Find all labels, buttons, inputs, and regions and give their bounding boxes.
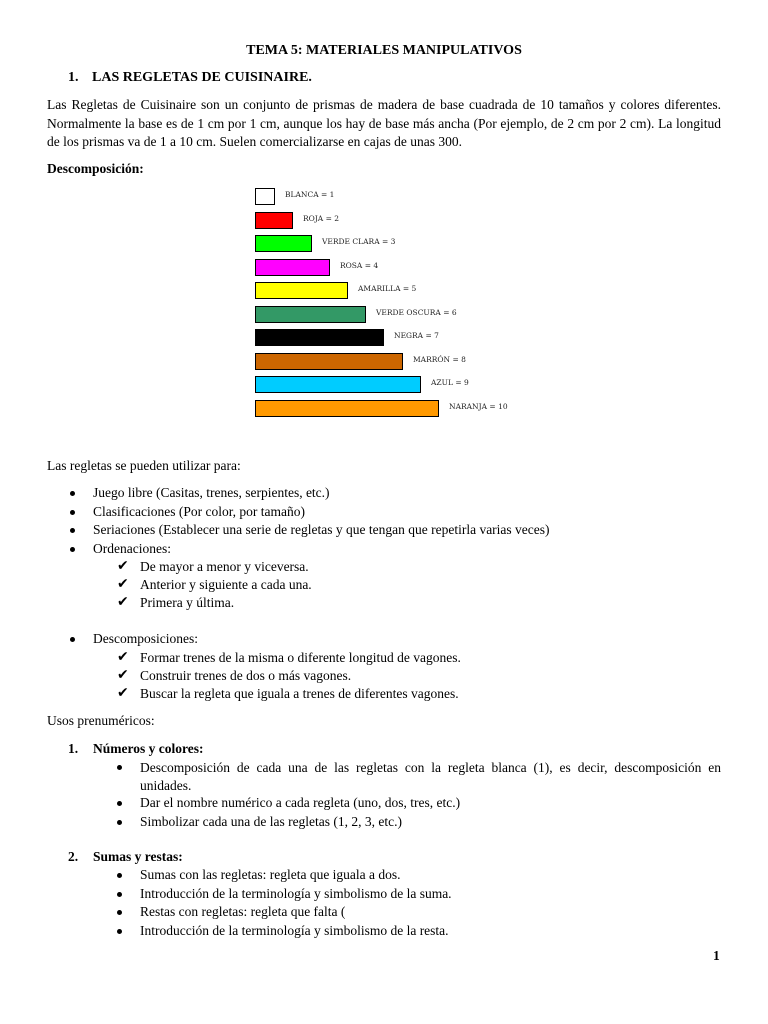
list-item: Restas con regletas: regleta que falta ( bbox=[140, 904, 346, 919]
rod-bar bbox=[255, 188, 275, 205]
bullet-icon bbox=[70, 547, 75, 552]
rod-label: AZUL = 9 bbox=[431, 378, 469, 387]
list-item: Construir trenes de dos o más vagones. bbox=[140, 668, 352, 683]
list-item: Descomposiciones: bbox=[93, 631, 198, 646]
list-item: Formar trenes de la misma o diferente longitud de vagones. bbox=[140, 650, 461, 665]
bullet-icon bbox=[117, 929, 122, 934]
bullet-icon bbox=[117, 765, 122, 770]
section-heading-regletas bbox=[68, 70, 312, 86]
list-item: Anterior y siguiente a cada una. bbox=[140, 577, 312, 592]
bullet-icon bbox=[70, 637, 75, 642]
rod-label: NEGRA = 7 bbox=[394, 331, 439, 340]
check-icon: ✔ bbox=[117, 685, 129, 701]
rod-label: VERDE OSCURA = 6 bbox=[376, 308, 457, 317]
intro-paragraph: Las Regletas de Cuisinaire son un conjunto de prismas de madera de base cuadrada de 10 tamaños y colores diferentes. Normalmente la base es de 1 cm por 1 cm, aunque los hay de base más ancha (Por ejemplo, de 2 cm por 2 cm). La longitud de los prismas va de 1 a 10 cm. Suelen comercializarse en cajas de unas 300. bbox=[47, 97, 721, 149]
numbers-colors-heading: Números y colores: bbox=[93, 741, 204, 756]
prenumeric-heading: Usos prenuméricos: bbox=[47, 713, 155, 728]
list-item: Primera y última. bbox=[140, 595, 235, 610]
check-icon: ✔ bbox=[117, 649, 129, 665]
bullet-icon bbox=[117, 820, 122, 825]
bullet-icon bbox=[117, 910, 122, 915]
list-item: Sumas con las regletas: regleta que iguala a dos. bbox=[140, 867, 401, 882]
bullet-icon bbox=[70, 510, 75, 515]
section-number: 1. bbox=[68, 741, 79, 756]
rod-label: NARANJA = 10 bbox=[449, 402, 508, 411]
list-item: Buscar la regleta que iguala a trenes de diferentes vagones. bbox=[140, 686, 459, 701]
list-item: Introducción de la terminología y simbolismo de la suma. bbox=[140, 886, 452, 901]
check-icon: ✔ bbox=[117, 558, 129, 574]
bullet-icon bbox=[70, 491, 75, 496]
rod-bar bbox=[255, 282, 348, 299]
rod-label: ROSA = 4 bbox=[340, 261, 379, 270]
rod-bar bbox=[255, 400, 439, 417]
list-item: De mayor a menor y viceversa. bbox=[140, 559, 309, 574]
check-icon: ✔ bbox=[117, 594, 129, 610]
rod-label: ROJA = 2 bbox=[303, 214, 340, 223]
rod-bar bbox=[255, 329, 384, 346]
sums-heading: Sumas y restas: bbox=[93, 849, 183, 864]
document-title: TEMA 5: MATERIALES MANIPULATIVOS bbox=[246, 43, 522, 58]
rod-bar bbox=[255, 353, 403, 370]
rod-bar bbox=[255, 306, 366, 323]
list-item: Introducción de la terminología y simbolismo de la resta. bbox=[140, 923, 449, 938]
section-number: 2. bbox=[68, 849, 79, 864]
section-number: 1. bbox=[68, 70, 79, 85]
list-item: Ordenaciones: bbox=[93, 541, 171, 556]
bullet-icon bbox=[117, 892, 122, 897]
rod-label: BLANCA = 1 bbox=[285, 190, 335, 199]
section-title: LAS REGLETAS DE CUISINAIRE. bbox=[92, 70, 312, 85]
bullet-icon bbox=[70, 528, 75, 533]
rod-label: MARRÓN = 8 bbox=[413, 355, 466, 364]
list-item: Descomposición de cada una de las regletas con la regleta blanca (1), es decir, descomposición en unidades. bbox=[140, 760, 721, 793]
check-icon: ✔ bbox=[117, 576, 129, 592]
uses-intro: Las regletas se pueden utilizar para: bbox=[47, 458, 241, 473]
list-item: Clasificaciones (Por color, por tamaño) bbox=[93, 504, 306, 519]
rod-bar bbox=[255, 235, 312, 252]
list-item: Juego libre (Casitas, trenes, serpientes, etc.) bbox=[93, 485, 330, 500]
list-item: Seriaciones (Establecer una serie de regletas y que tengan que repetirla varias veces) bbox=[93, 522, 550, 537]
rod-bar bbox=[255, 259, 330, 276]
decomposition-heading: Descomposición: bbox=[47, 161, 144, 176]
bullet-icon bbox=[117, 801, 122, 806]
rod-label: VERDE CLARA = 3 bbox=[322, 237, 396, 246]
list-item: Simbolizar cada una de las regletas (1, 2, 3, etc.) bbox=[140, 814, 403, 829]
list-item: Dar el nombre numérico a cada regleta (uno, dos, tres, etc.) bbox=[140, 795, 461, 810]
check-icon: ✔ bbox=[117, 667, 129, 683]
rod-label: AMARILLA = 5 bbox=[358, 284, 417, 293]
page-number: 1 bbox=[713, 948, 720, 963]
rod-bar bbox=[255, 212, 293, 229]
rod-bar bbox=[255, 376, 421, 393]
bullet-icon bbox=[117, 873, 122, 878]
